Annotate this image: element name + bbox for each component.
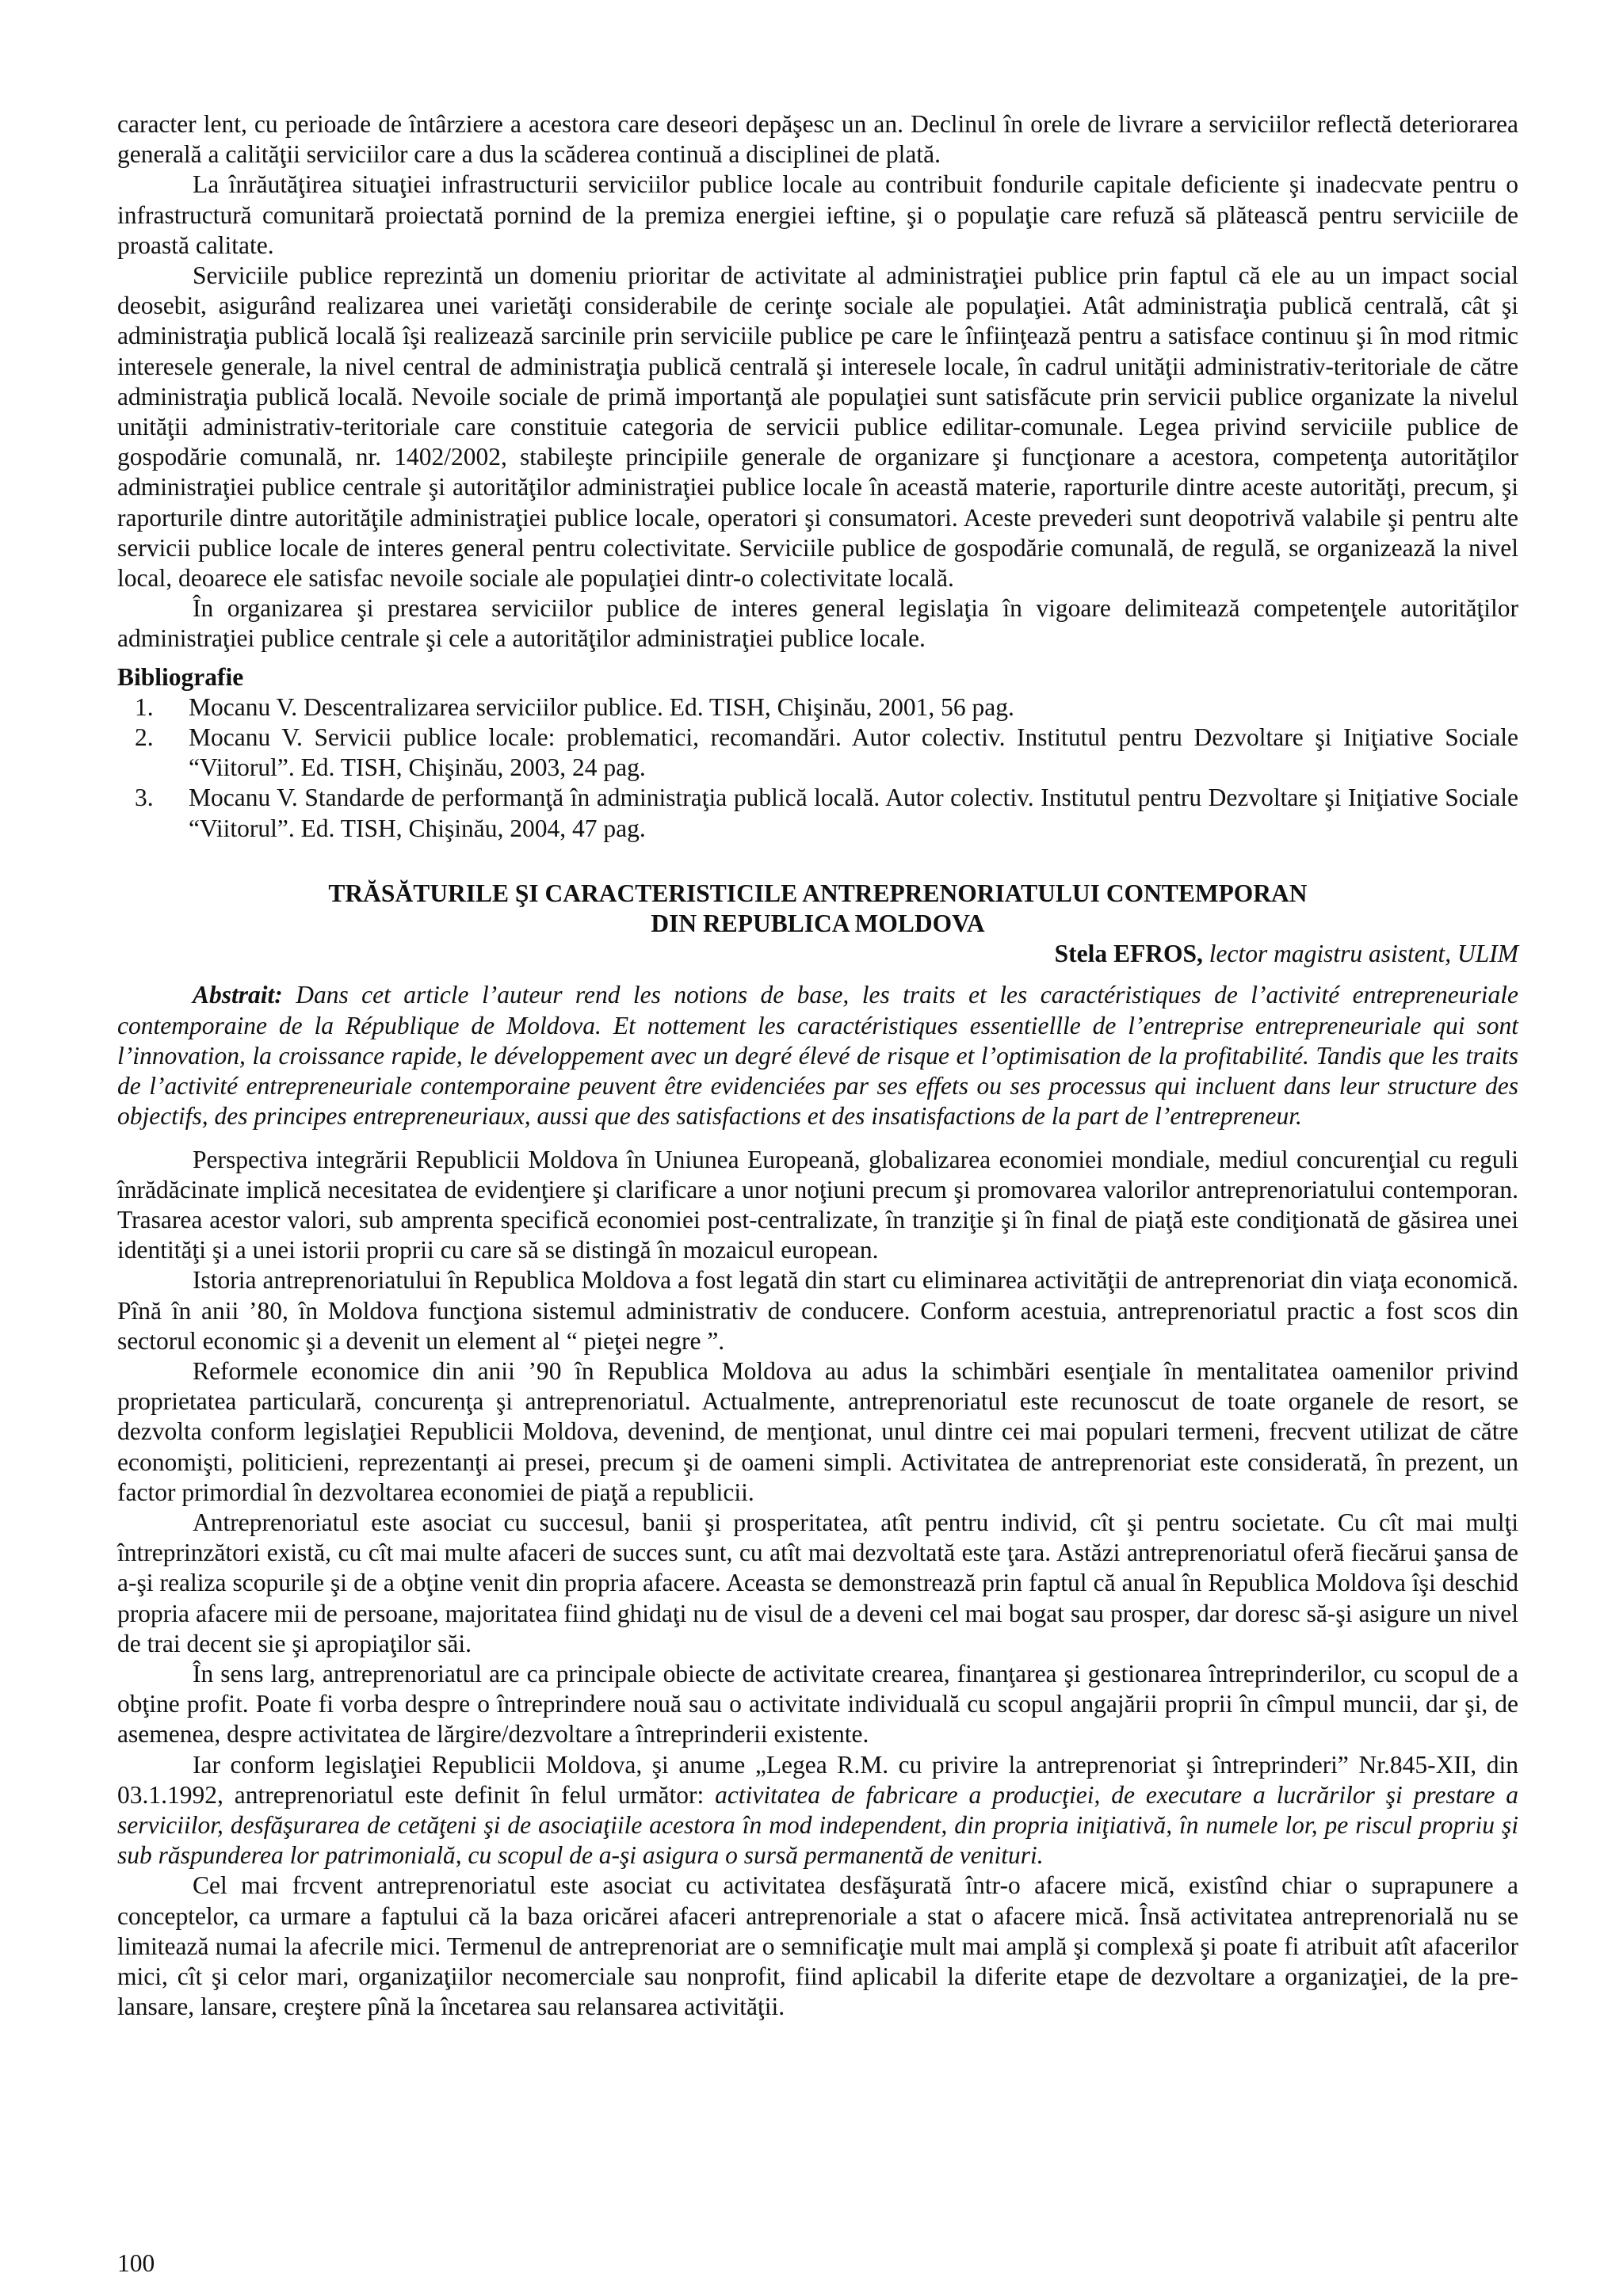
body-paragraph: Cel mai frcvent antreprenoriatul este asociat cu activitatea desfăşurată într-o afacere mică, existînd chiar o suprapunere a conceptelor, ca urmare a faptului că la baza oricărei afaceri antreprenoriale a stat o afacere mică. Însă activitatea antreprenorială nu se limitează numai la afecrile mici. Termenul de antreprenoriat are o semnificaţie mult mai amplă şi complexă şi poate fi atribuit atît afacerilor mici, cît şi celor mari, organizaţiilor necomerciale sau nonprofit, fiind aplicabil la diferite etape de dezvoltare a organizaţiei, de la pre-lansare, lansare, creştere pînă la încetarea sau relansarea activităţii. bbox=[117, 1871, 1518, 2021]
bibliography-item-text: Mocanu V. Descentralizarea serviciilor publice. Ed. TISH, Chişinău, 2001, 56 pag. bbox=[189, 692, 1014, 721]
law-definition-quote: activitatea de fabricare a producţiei, de executare a lucrărilor şi prestare a serviciilor, desfăşurarea de cetăţeni şi de asociaţiile acestora în mod independent, din propria iniţiativă, în numele lor, pe riscul propriu şi sub răspunderea lor patrimonială, cu scopul de a-şi asigura o sursă permanentă de venituri. bbox=[117, 1780, 1518, 1870]
abstract-text: Dans cet article l’auteur rend les notions de base, les traits et les caractéristiques de l’activité entrepreneuriale contemporaine de la République de Moldova. Et nottement les caractéristiques essentiellle de l’entreprise entrepreneuriale qui sont l’innovation, la croissance rapide, le développement avec un degré élevé de risque et l’optimisation de la profitabilité. Tandis que les traits de l’activité entrepreneuriale contemporaine peuvent être evidenciées par ses effets ou ses processus qui incluent dans leur structure des objectifs, des principes entrepreneuriaux, aussi que des satisfactions et des insatisfactions de la part de l’entrepreneur. bbox=[117, 981, 1519, 1131]
bibliography-item-number: 2. bbox=[135, 723, 154, 752]
body-paragraph: Istoria antreprenoriatului în Republica Moldova a fost legată din start cu eliminarea activităţii de antreprenoriat din viaţa economică. Pînă în anii ’80, în Moldova funcţiona sistemul administrativ de conducere. Conform acestuia, antreprenoriatul practic a fost scos din sectorul economic şi a devenit un element al “ pieţei negre ”. bbox=[117, 1266, 1518, 1355]
body-paragraph: Reformele economice din anii ’90 în Republica Moldova au adus la schimbări esenţiale în mentalitatea oamenilor privind proprietatea particulară, concurenţa şi antreprenoriatul. Actualmente, antreprenoriatul este recunoscut de toate organele de resort, se dezvolta conform legislaţiei Republicii Moldova, devenind, de menţionat, unul dintre cei mai populari termeni, frecvent utilizat de către economişti, politicieni, reprezentanţi ai presei, precum şi de oameni simpli. Activitatea de antreprenoriat este considerată, în prezent, un factor primordial în dezvoltarea economiei de piaţă a republicii. bbox=[117, 1356, 1518, 1506]
author-role: lector magistru asistent, ULIM bbox=[1209, 940, 1518, 968]
article-title bbox=[117, 879, 1518, 939]
law-definition-paragraph bbox=[117, 1750, 1518, 1871]
body-paragraph: Antreprenoriatul este asociat cu succesul, banii şi prosperitatea, atît pentru individ, cît şi pentru societate. Cu cît mai mulţi întreprinzători există, cu cît mai multe afaceri de succes sunt, cu atît mai dezvoltată este ţara. Astăzi antreprenoriatul oferă fiecărui şansa de a-şi realiza scopurile şi de a obţine venit din propria afacere. Aceasta se demonstrează prin faptul că anual în Republica Moldova îşi deschid propria afacere mii de persoane, majoritatea fiind ghidaţi nu de visul de a deveni cel mai bogat sau prosper, dar doresc să-şi asigure un nivel de trai decent sie şi apropiaţilor săi. bbox=[117, 1508, 1518, 1657]
continued-paragraph: caracter lent, cu perioade de întârziere a acestora care deseori depăşesc un an. Declinul în orele de livrare a serviciilor reflectă deteriorarea generală a calităţii serviciilor care a dus la scăderea continuă a disciplinei de plată. bbox=[117, 110, 1518, 169]
bibliography-list bbox=[117, 692, 1518, 844]
body-paragraph: Perspectiva integrării Republicii Moldova în Uniunea Europeană, globalizarea economiei mondiale, mediul concurenţial cu reguli înrădăcinate implică necesitatea de evidenţiere şi clarificare a unor noţiuni precum şi promovarea valorilor antreprenoriatului contemporan. Trasarea acestor valori, sub amprenta specifică economiei post-centralizate, în tranziţie şi în final de piaţă este condiţionată de găsirea unei identităţi şi a unei istorii proprii cu care să se distingă în mozaicul european. bbox=[117, 1145, 1518, 1264]
bibliography-item-number: 3. bbox=[135, 784, 154, 812]
author-name: Stela EFROS, bbox=[1054, 940, 1203, 968]
bibliography-heading: Bibliografie bbox=[117, 662, 244, 691]
body-paragraph: În organizarea şi prestarea serviciilor publice de interes general legislaţia în vigoare delimitează competenţele autorităţilor administraţiei publice centrale şi cele a autorităţilor administraţiei publice locale. bbox=[117, 594, 1518, 653]
bibliography-item bbox=[117, 692, 1518, 723]
bibliography-item bbox=[117, 783, 1518, 843]
bibliography-item bbox=[117, 723, 1518, 783]
author-line bbox=[117, 939, 1518, 969]
page-content bbox=[117, 109, 1518, 2022]
abstract-label: Abstrait: bbox=[193, 981, 283, 1009]
bibliography-item-text: Mocanu V. Standarde de performanţă în administraţia publică locală. Autor colectiv. Institutul pentru Dezvoltare şi Iniţiative Sociale “Viitorul”. Ed. TISH, Chişinău, 2004, 47 pag. bbox=[189, 784, 1518, 842]
abstract bbox=[117, 980, 1518, 1131]
article-title-line-1: TRĂSĂTURILE ŞI CARACTERISTICILE ANTREPRENORIATULUI CONTEMPORAN bbox=[328, 879, 1308, 907]
page-number: 100 bbox=[117, 2249, 155, 2277]
bibliography-item-number: 1. bbox=[135, 692, 154, 721]
bibliography-item-text: Mocanu V. Servicii publice locale: problematici, recomandări. Autor colectiv. Institutul pentru Dezvoltare şi Iniţiative Sociale “Viitorul”. Ed. TISH, Chişinău, 2003, 24 pag. bbox=[189, 723, 1518, 782]
body-paragraph: În sens larg, antreprenoriatul are ca principale obiecte de activitate crearea, finanţarea şi gestionarea întreprinderilor, cu scopul de a obţine profit. Poate fi vorba despre o întreprindere nouă sau o activitate individuală cu scopul angajării proprii în cîmpul muncii, dar şi, de asemenea, despre activitatea de lărgire/dezvoltare a întreprinderii existente. bbox=[117, 1659, 1518, 1749]
body-paragraph: La înrăutăţirea situaţiei infrastructurii serviciilor publice locale au contribuit fondurile capitale deficiente şi inadecvate pentru o infrastructură comunitară proiectată pornind de la premiza energiei ieftine, şi o populaţie care refuză să plătească pentru serviciile de proastă calitate. bbox=[117, 170, 1518, 259]
article-title-line-2: DIN REPUBLICA MOLDOVA bbox=[651, 910, 985, 938]
body-paragraph: Serviciile publice reprezintă un domeniu prioritar de activitate al administraţiei publice prin faptul că ele au un impact social deosebit, asigurând realizarea unei varietăţi considerabile de cerinţe sociale ale populaţiei. Atât administraţia publică centrală, cât şi administraţia publică locală îşi realizează sarcinile prin serviciile publice pe care le înfiinţează pentru a satisface continuu şi în mod ritmic interesele generale, la nivel central de administraţia publică centrală şi interesele locale, în cadrul unităţii administrativ-teritoriale de către administraţia publică locală. Nevoile sociale de primă importanţă ale populaţiei sunt satisfăcute prin servicii publice organizate la nivelul unităţii administrativ-teritoriale care constituie categoria de servicii publice edilitar-comunale. Legea privind serviciile publice de gospodărie comunală, nr. 1402/2002, stabileşte principiile generale de organizare şi funcţionare a acestora, competenţa autorităţilor administraţiei publice centrale şi autorităţilor administraţiei publice locale în această materie, raporturile dintre aceste autorităţi, precum, şi raporturile dintre autorităţile administraţiei publice locale, operatori şi consumatori. Aceste prevederi sunt deopotrivă valabile şi pentru alte servicii publice locale de interes general pentru colectivitate. Serviciile publice de gospodărie comunală, de regulă, se organizează la nivel local, deoarece ele satisfac nevoile sociale ale populaţiei dintr-o colectivitate locală. bbox=[117, 261, 1518, 593]
law-definition-intro: Iar conform legislaţiei Republicii Moldova, şi anume „Legea R.M. cu privire la antreprenoriat şi întreprinderi” Nr.845-XII, din 03.1.1992, antreprenoriatul este definit în felul următor: bbox=[117, 1750, 1518, 1809]
